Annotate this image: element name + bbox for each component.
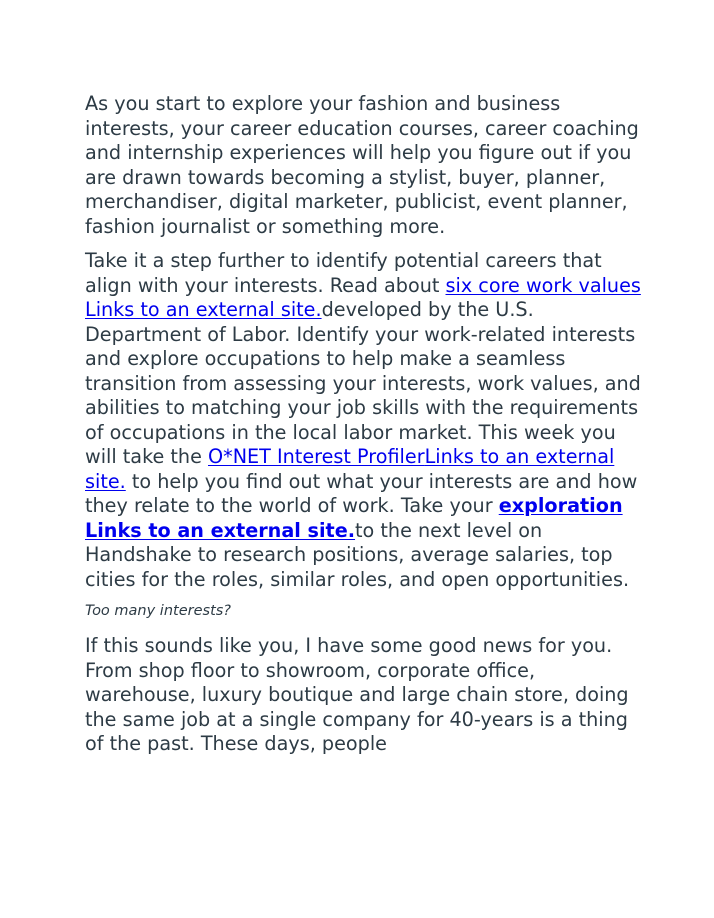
link-text: O*NET Interest Profiler <box>208 445 425 468</box>
link-text: exploration <box>498 494 623 517</box>
external-link-label: Links to an external site. <box>85 445 615 493</box>
paragraph-text: developed by the U.S. Department of Labor. Identify your work-related interests and explore occupations to help make a seamless transition from assessing your interests, work values, and abilities to matching your job skills with the requirements of occupations in the local labor market. This week you will take the <box>85 298 641 468</box>
external-link-label: Links to an external site. <box>85 518 356 542</box>
paragraph-text: Take it a step further to identify potential careers that align with your interests. Read about <box>85 249 602 297</box>
link-text: six core work values <box>445 273 641 297</box>
good-news-paragraph: If this sounds like you, I have some good news for you. From shop floor to showroom, corporate office, warehouse, luxury boutique and large chain store, doing the same job at a single company for 40-years is a thing of the past. These days, people <box>85 634 629 755</box>
external-link-label: Links to an external site. <box>85 298 322 321</box>
intro-paragraph: As you start to explore your fashion and business interests, your career education courses, career coaching and internship experiences will help you figure out if you are drawn towards becoming a stylist, buyer, planner, merchandiser, digital marketer, publicist, event planner, fashion journalist or something more. <box>85 92 639 238</box>
document-body <box>85 92 645 767</box>
paragraph-text: to help you find out what your interests are and how they relate to the world of work. Take your <box>85 469 638 517</box>
paragraph-text: to the next level on Handshake to research positions, average salaries, top cities for the roles, similar roles, and open opportunities. <box>85 518 630 591</box>
careers-paragraph <box>85 249 645 592</box>
section-subheading: Too many interests? <box>85 603 232 619</box>
